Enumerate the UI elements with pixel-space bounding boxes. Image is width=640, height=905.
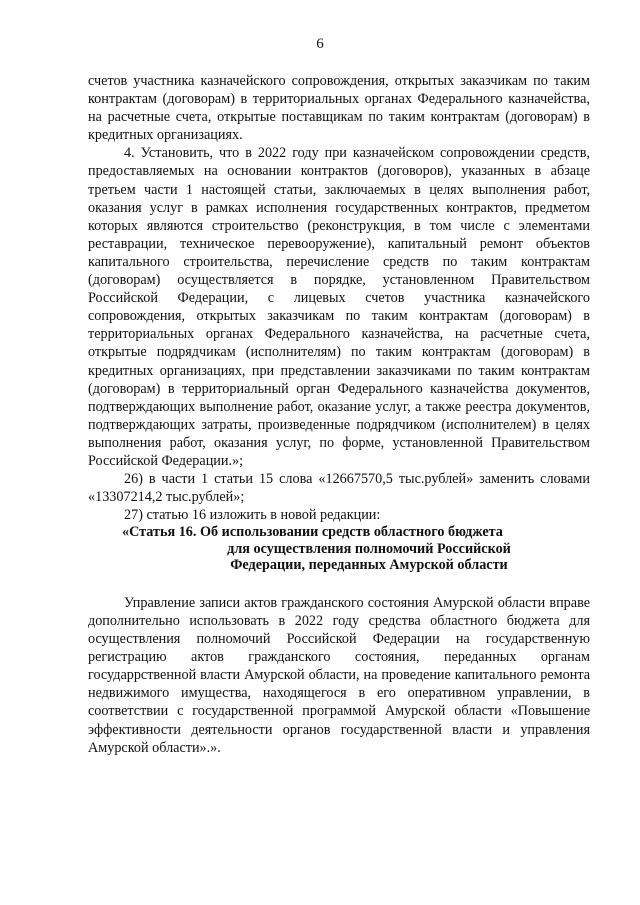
paragraph-item-4: 4. Установить, что в 2022 году при казначейском сопровождении средств, предоставляемых на основании контрактов (договоров), указанных в абзаце третьем части 1 настоящей статьи, заключаемых в целях выполнения работ, оказания услуг в рамках исполнения государственных контрактов, предметом которых являются строительство (реконструкция, в том числе с элементами реставрации, техническое перевооружение), капитальный ремонт объектов капитального строительства, перечисление средств по таким контрактам (договорам) осуществляется в порядке, установленном Правительством Российской Федерации, с лицевых счетов участника казначейского сопровождения, открытых заказчикам по таким контрактам (договорам) в территориальных органах Федерального казначейства, на расчетные счета, открытые подрядчикам (исполнителям) по таким контрактам (договорам) в кредитных организациях, при представлении заказчиками по таким контрактам (договорам) в территориальный орган Федерального казначейства документов, подтверждающих выполнение работ, оказание услуг, а также реестра документов, подтверждающих затраты, произведенные подрядчиком (исполнителем) в целях выполнения работ, оказания услуг, по форме, установленной Правительством Российской Федерации.»; (88, 145, 590, 469)
heading-line-3: Федерации, переданных Амурской области (230, 557, 508, 574)
paragraph-article-16-body: Управление записи актов гражданского состояния Амурской области вправе дополнительно использовать в 2022 году средства областного бюджета для осуществления полномочий Российской Федерации на государственную регистрацию актов гражданского состояния, переданных органам государрственной власти Амурской области, на проведение капитального ремонта недвижимого имущества, находящегося в его оперативном управлении, в соответствии с государственной программой Амурской области «Повышение эффективности деятельности органов государственной власти и управления Амурской области».». (88, 594, 590, 756)
heading-line-2: для осуществления полномочий Российской (227, 540, 511, 557)
paragraph-item-27: 27) статью 16 изложить в новой редакции: (124, 507, 381, 524)
paragraph-item-26: 26) в части 1 статьи 15 слова «12667570,5 тыс.рублей» заменить словами «13307214,2 тыс.рублей»; (88, 471, 590, 506)
document-body (88, 72, 590, 757)
paragraph-continuation: счетов участника казначейского сопровождения, открытых заказчикам по таким контрактам (договорам) в территориальных органах Федерального казначейства, на расчетные счета, открытые поставщикам по таким контрактам (договорам) в кредитных организациях. (88, 73, 590, 144)
page-number: 6 (316, 36, 324, 52)
article-16-heading (88, 524, 590, 574)
heading-line-1: «Статья 16. Об использовании средств областного бюджета (122, 524, 503, 541)
